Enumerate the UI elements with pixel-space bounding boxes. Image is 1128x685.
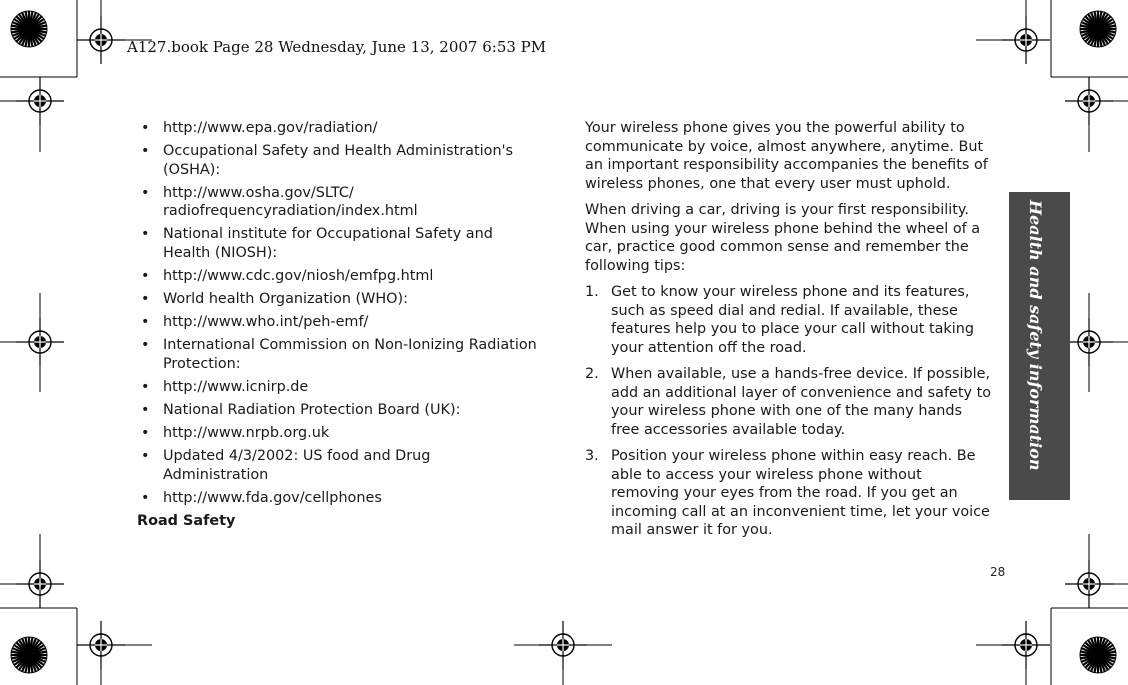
list-item-text: http://www.who.int/peh-emf/: [163, 314, 369, 331]
list-item: [137, 313, 537, 332]
bullet: •: [141, 401, 150, 418]
list-item: [137, 119, 537, 138]
tip-number: 3.: [585, 448, 599, 464]
bullet: •: [141, 378, 150, 395]
page-number: 28: [990, 565, 1006, 579]
right-column: [585, 119, 993, 548]
section-tab: [1009, 192, 1070, 500]
list-item: [137, 290, 537, 309]
tip-number: 2.: [585, 366, 599, 382]
tip-text: Position your wireless phone within easy reach. Be able to access your wireless phone without removing your eyes from the road. If you get an incoming call at an inconvenient time, let your voice mail answer it for you.: [611, 448, 990, 538]
bullet: •: [141, 290, 150, 307]
list-item: [137, 378, 537, 397]
bullet: •: [141, 226, 150, 243]
bullet: •: [141, 448, 150, 465]
print-slug: A127.book Page 28 Wednesday, June 13, 2007 6:53 PM: [127, 38, 547, 56]
bullet: •: [141, 267, 150, 284]
list-item: [137, 142, 537, 179]
left-column: [137, 119, 537, 530]
tip-item: [585, 283, 993, 357]
list-item-text: http://www.cdc.gov/niosh/emfpg.html: [163, 267, 434, 284]
bullet: •: [141, 143, 150, 160]
tip-text: Get to know your wireless phone and its features, such as speed dial and redial. If available, these features help you to place your call without taking your attention off the road.: [611, 284, 974, 356]
list-item-text: http://www.osha.gov/SLTC/ radiofrequencyradiation/index.html: [163, 184, 418, 220]
list-item: [137, 489, 537, 508]
list-item: [137, 424, 537, 443]
section-tab-label: Health and safety information: [1026, 200, 1045, 471]
bullet: •: [141, 424, 150, 441]
list-item-text: http://www.icnirp.de: [163, 378, 309, 395]
list-item: [137, 401, 537, 420]
tip-item: [585, 447, 993, 540]
intro-paragraph: When driving a car, driving is your first responsibility. When using your wireless phone behind the wheel of a car, practice good common sense and remember the following tips:: [585, 202, 981, 274]
section-heading: Road Safety: [137, 512, 236, 529]
list-item-text: International Commission on Non-Ionizing Radiation Protection:: [163, 337, 537, 372]
list-item-text: http://www.fda.gov/cellphones: [163, 489, 382, 506]
list-item-text: http://www.nrpb.org.uk: [163, 424, 330, 441]
list-item-text: Occupational Safety and Health Administration's (OSHA):: [163, 143, 514, 178]
bullet: •: [141, 184, 150, 201]
list-item-text: World health Organization (WHO):: [163, 290, 408, 307]
intro-paragraph: Your wireless phone gives you the powerful ability to communicate by voice, almost anywhere, anytime. But an important responsibility accompanies the benefits of wireless phones, one that every user must uphold.: [585, 120, 988, 192]
tip-item: [585, 365, 993, 439]
tip-number: 1.: [585, 284, 599, 300]
list-item-text: National Radiation Protection Board (UK):: [163, 401, 461, 418]
bullet: •: [141, 314, 150, 331]
list-item: [137, 225, 537, 262]
list-item: [137, 447, 537, 484]
list-item-text: National institute for Occupational Safety and Health (NIOSH):: [163, 226, 493, 261]
tip-text: When available, use a hands-free device. If possible, add an additional layer of convenience and safety to your wireless phone with one of the many hands free accessories available today.: [611, 366, 992, 438]
list-item-text: http://www.epa.gov/radiation/: [163, 120, 378, 136]
bullet: •: [141, 489, 150, 506]
list-item: [137, 184, 537, 221]
list-item: [137, 267, 537, 286]
list-item-text: Updated 4/3/2002: US food and Drug Administration: [163, 448, 431, 483]
list-item: [137, 336, 537, 373]
bullet: •: [141, 337, 150, 354]
bullet: •: [141, 120, 150, 136]
